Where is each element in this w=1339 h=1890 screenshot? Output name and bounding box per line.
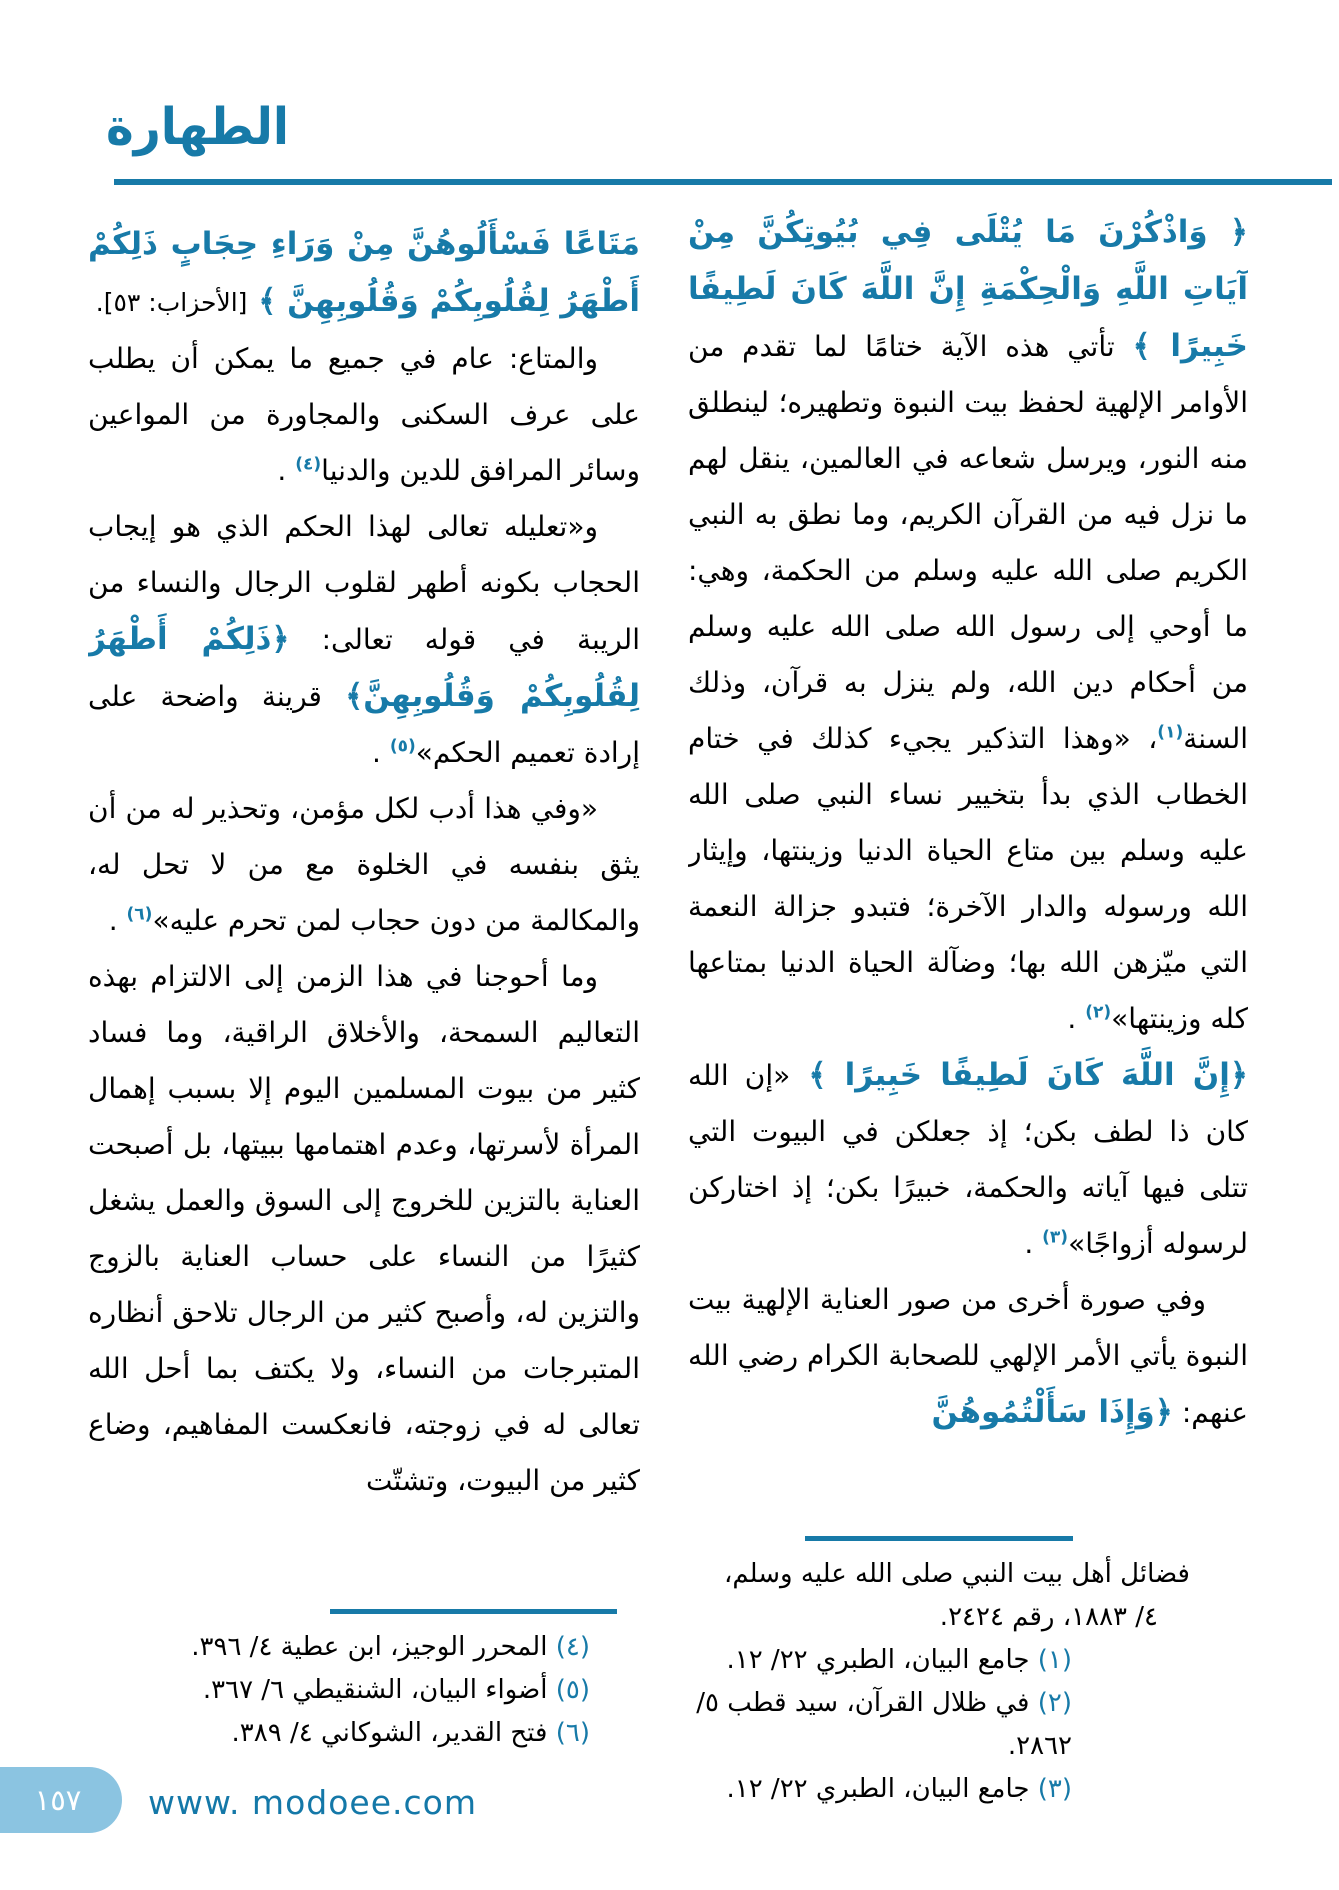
body-text: قرينة واضحة على إرادة تعميم الحكم» <box>88 680 640 769</box>
body-text: . <box>108 904 127 937</box>
left-footnotes <box>88 1626 590 1755</box>
quran-verse: ﴿ وَاذْكُرْنَ مَا يُتْلَى فِي بُيُوتِكُنَّ مِنْ آيَاتِ اللَّهِ وَالْحِكْمَةِ إِنَّ اللَّهَ كَانَ لَطِيفًا خَبِيرًا ﴾ <box>688 214 1248 364</box>
footnote <box>690 1639 1190 1682</box>
paragraph <box>88 781 640 949</box>
body-text: . <box>277 454 296 487</box>
right-footnotes <box>690 1553 1190 1811</box>
body-text: ، «وهذا التذكير يجيء كذلك في ختام الخطاب الذي بدأ بتخيير نساء النبي صلى الله عليه وسلم بين متاع الحياة الدنيا وزينتها، وإيثار الله ورسوله والدار الآخرة؛ فتبدو جزالة النعمة التي ميّزهن الله بها؛ وضآلة الحياة الدنيا بمتاعها كله وزينتها» <box>688 722 1248 1035</box>
footnote <box>88 1626 590 1669</box>
paragraph <box>88 499 640 781</box>
page-number-badge <box>0 1767 122 1833</box>
page-number: ١٥٧ <box>34 1783 82 1817</box>
left-paragraphs <box>88 216 640 1509</box>
paragraph <box>88 331 640 499</box>
body-text: و«تعليله تعالى لهذا الحكم الذي هو إيجاب الحجاب بكونه أطهر لقلوب الرجال والنساء من الريبة في قوله تعالى: <box>88 510 640 656</box>
paragraph <box>688 204 1248 1047</box>
footnote-ref: (٤) <box>295 454 322 475</box>
footnote-text: جامع البيان، الطبري ٢٢/ ١٢. <box>726 1774 1030 1804</box>
paragraph <box>88 949 640 1509</box>
website-link[interactable]: www. modoee.com <box>148 1783 477 1822</box>
footnote-ref: (٣) <box>1042 1227 1069 1248</box>
footnote-text: فضائل أهل بيت النبي صلى الله عليه وسلم، <box>723 1559 1190 1589</box>
paragraph <box>688 1272 1248 1441</box>
left-footnote-separator <box>330 1609 617 1614</box>
column-right <box>688 204 1248 1524</box>
body-text: تأتي هذه الآية ختامًا لما تقدم من الأوامر الإلهية لحفظ بيت النبوة وتطهيره؛ لينطلق منه النور، ويرسل شعاعه في العالمين، ينقل لهم ما نزل فيه من القرآن الكريم، وما نطق به النبي الكريم صلى الله عليه وسلم من الحكمة، وهي: ما أوحي إلى رسول الله صلى الله عليه وسلم من أحكام دين الله، ولم ينزل به قرآن، وذلك السنة <box>688 330 1248 755</box>
page-title: الطهارة <box>106 97 290 158</box>
footnote-number: (٢) <box>1037 1688 1072 1718</box>
footnote <box>690 1596 1190 1639</box>
body-text: . <box>1067 1002 1086 1035</box>
ayah-citation: [الأحزاب: ٥٣]. <box>95 288 248 317</box>
footnote <box>88 1669 590 1712</box>
footnote-ref: (٥) <box>389 736 416 757</box>
quran-verse: ﴿ذَلِكُمْ أَطْهَرُ لِقُلُوبِكُمْ وَقُلُوبِهِنَّ﴾ <box>88 621 640 714</box>
footnote <box>88 1712 590 1755</box>
footnote <box>690 1682 1190 1768</box>
footnote-text: ٤/ ١٨٨٣، رقم ٢٤٢٤. <box>939 1602 1158 1632</box>
right-footnote-separator <box>805 1536 1073 1541</box>
footnote <box>690 1768 1190 1811</box>
quran-verse: ﴿وَإِذَا سَأَلْتُمُوهُنَّ <box>931 1394 1173 1430</box>
footnote-text: جامع البيان، الطبري ٢٢/ ١٢. <box>726 1645 1030 1675</box>
footnote-text: فتح القدير، الشوكاني ٤/ ٣٨٩. <box>231 1718 548 1748</box>
body-text: «وفي هذا أدب لكل مؤمن، وتحذير له من أن يثق بنفسه في الخلوة مع من لا تحل له، والمكالمة من دون حجاب لمن تحرم عليه» <box>88 792 640 937</box>
paragraph <box>688 1047 1248 1272</box>
footnote-text: المحرر الوجيز، ابن عطية ٤/ ٣٩٦. <box>191 1632 548 1662</box>
body-text: . <box>372 736 390 769</box>
quran-verse: مَتَاعًا فَسْأَلُوهُنَّ مِنْ وَرَاءِ حِجَابٍ ذَلِكُمْ أَطْهَرُ لِقُلُوبِكُمْ وَقُلُوبِهِنَّ ﴾ <box>88 226 640 319</box>
footnote-number: (٦) <box>555 1718 590 1748</box>
footnote-number: (١) <box>1037 1645 1072 1675</box>
footnote-ref: (٦) <box>126 904 153 925</box>
body-text: وفي صورة أخرى من صور العناية الإلهية بيت النبوة يأتي الأمر الإلهي للصحابة الكرام رضي الله عنهم: <box>688 1283 1248 1429</box>
right-paragraphs <box>688 204 1248 1441</box>
footnote-ref: (٢) <box>1085 1002 1112 1023</box>
paragraph <box>88 216 640 331</box>
body-text: وما أحوجنا في هذا الزمن إلى الالتزام بهذه التعاليم السمحة، والأخلاق الراقية، وما فساد كثير من بيوت المسلمين اليوم إلا بسبب إهمال المرأة لأسرتها، وعدم اهتمامها ببيتها، بل أصبحت العناية بالتزين للخروج إلى السوق والعمل يشغل كثيرًا من النساء على حساب العناية بالزوج والتزين له، وأصبح كثير من الرجال تلاحق أنظاره المتبرجات من النساء، ولا يكتف بما أحل الله تعالى له في زوجته، فانعكست المفاهيم، وضاع كثير من البيوت، وتشتّت <box>88 960 640 1497</box>
column-left <box>88 216 640 1598</box>
footnote <box>690 1553 1190 1596</box>
body-text: . <box>1024 1227 1043 1260</box>
body-text: «إن الله كان ذا لطف بكن؛ إذ جعلكن في البيوت التي تتلى فيها آياته والحكمة، خبيرًا بكن؛ إذ اختاركن لرسوله أزواجًا» <box>688 1059 1248 1260</box>
footnote-text: أضواء البيان، الشنقيطي ٦/ ٣٦٧. <box>202 1675 548 1705</box>
footnote-number: (٥) <box>555 1675 590 1705</box>
body-text: والمتاع: عام في جميع ما يمكن أن يطلب على عرف السكنى والمجاورة من المواعين وسائر المرافق للدين والدنيا <box>88 342 640 487</box>
footnote-number: (٤) <box>555 1632 590 1662</box>
footnote-number: (٣) <box>1037 1774 1072 1804</box>
footnote-ref: (١) <box>1157 722 1184 743</box>
footnote-text: في ظلال القرآن، سيد قطب ٥/ ٢٨٦٢. <box>696 1688 1072 1761</box>
quran-verse: ﴿إِنَّ اللَّهَ كَانَ لَطِيفًا خَبِيرًا ﴾ <box>790 1057 1248 1093</box>
header-rule <box>114 179 1332 185</box>
